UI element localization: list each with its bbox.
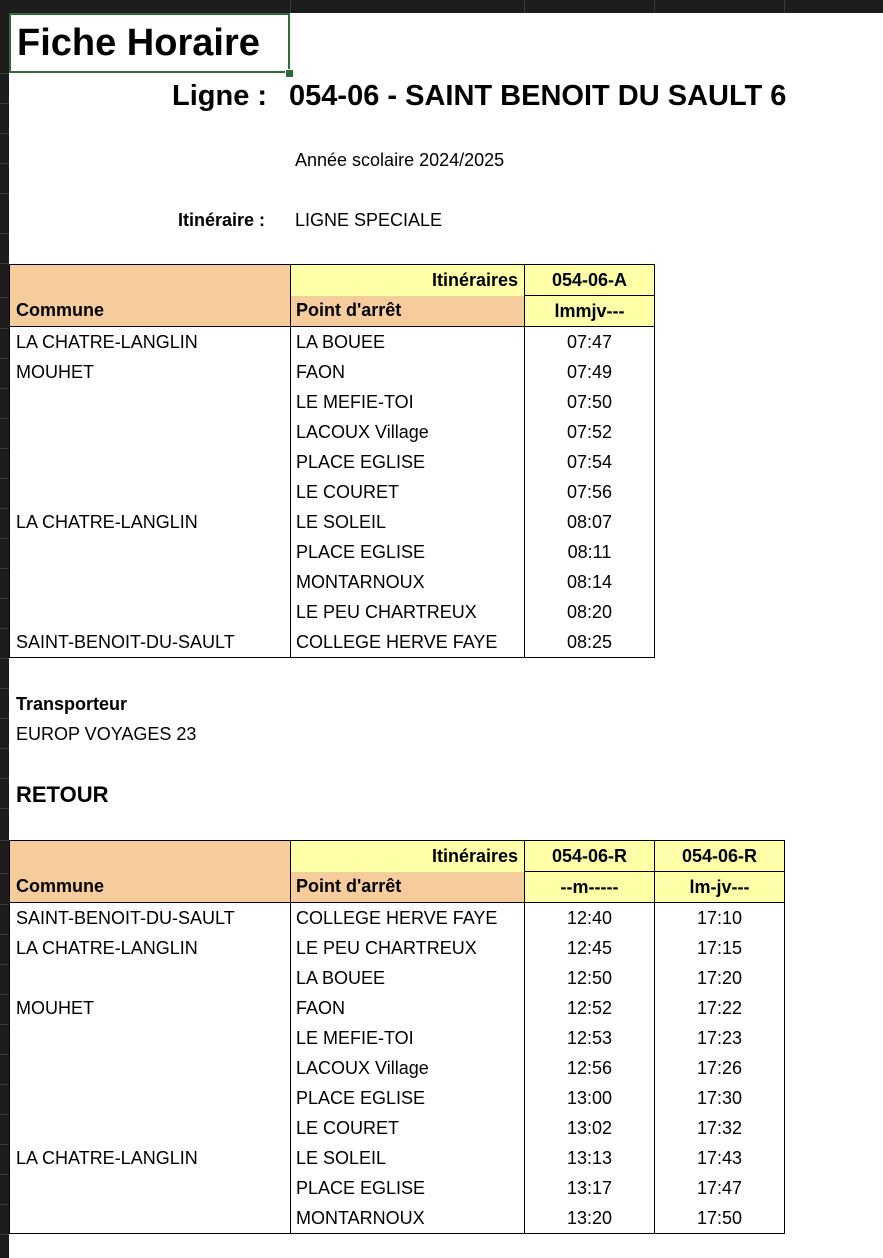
transporteur-label: Transporteur [16, 694, 128, 714]
time-cell[interactable]: 17:50 [655, 1203, 785, 1234]
commune-header: Commune [10, 296, 291, 327]
table-row [10, 417, 655, 447]
stop-cell[interactable]: LE COURET [291, 477, 525, 507]
stop-cell[interactable]: PLACE EGLISE [291, 1083, 525, 1113]
row-separator[interactable] [0, 873, 9, 874]
retour-heading: RETOUR [16, 782, 109, 807]
day-pattern: lmmjv--- [525, 296, 655, 327]
row-separator[interactable] [0, 904, 9, 905]
fill-handle[interactable] [285, 69, 294, 78]
table-row [10, 1083, 785, 1113]
time-cell[interactable]: 17:26 [655, 1053, 785, 1083]
table-row [10, 933, 785, 963]
time-cell[interactable]: 07:47 [525, 327, 655, 358]
header-blank-cell [10, 265, 291, 296]
row-separator[interactable] [0, 1234, 9, 1235]
row-separator[interactable] [0, 388, 9, 389]
time-cell[interactable]: 12:50 [525, 963, 655, 993]
table-row [10, 447, 655, 477]
stop-cell[interactable]: LACOUX Village [291, 417, 525, 447]
time-cell[interactable]: 17:22 [655, 993, 785, 1023]
time-cell[interactable]: 17:32 [655, 1113, 785, 1143]
stop-cell[interactable]: LE PEU CHARTREUX [291, 597, 525, 627]
school-year: Année scolaire 2024/2025 [295, 150, 505, 170]
commune-cell[interactable] [10, 417, 291, 447]
row-separator[interactable] [0, 718, 9, 719]
header-row [10, 841, 785, 872]
stop-cell[interactable]: LE MEFIE-TOI [291, 1023, 525, 1053]
time-cell[interactable]: 17:10 [655, 903, 785, 934]
table-row [10, 537, 655, 567]
time-cell[interactable]: 12:40 [525, 903, 655, 934]
time-cell[interactable]: 07:52 [525, 417, 655, 447]
row-separator[interactable] [0, 418, 9, 419]
time-cell[interactable]: 13:17 [525, 1173, 655, 1203]
row-separator[interactable] [0, 628, 9, 629]
table-row [10, 903, 785, 934]
table-row [10, 1053, 785, 1083]
row-separator[interactable] [0, 263, 9, 264]
itineraires-label: Itinéraires [291, 265, 525, 296]
table-row [10, 1143, 785, 1173]
time-cell[interactable]: 17:15 [655, 933, 785, 963]
commune-cell[interactable]: LA CHATRE-LANGLIN [10, 327, 291, 358]
commune-cell[interactable]: SAINT-BENOIT-DU-SAULT [10, 627, 291, 658]
row-separator[interactable] [0, 658, 9, 659]
aller-schedule-table [9, 264, 655, 658]
row-separator[interactable] [0, 73, 9, 74]
row-separator[interactable] [0, 598, 9, 599]
row-separator[interactable] [0, 994, 9, 995]
table-row [10, 993, 785, 1023]
time-cell[interactable]: 12:53 [525, 1023, 655, 1053]
commune-cell[interactable] [10, 1203, 291, 1234]
row-separator[interactable] [0, 1114, 9, 1115]
stop-cell[interactable]: LE SOLEIL [291, 507, 525, 537]
header-row [10, 265, 655, 296]
time-cell[interactable]: 12:45 [525, 933, 655, 963]
line-value: 054-06 - SAINT BENOIT DU SAULT 6 [289, 80, 787, 112]
commune-cell[interactable] [10, 537, 291, 567]
stop-cell[interactable]: PLACE EGLISE [291, 1173, 525, 1203]
stop-cell[interactable]: PLACE EGLISE [291, 537, 525, 567]
commune-cell[interactable] [10, 1083, 291, 1113]
time-cell[interactable]: 17:20 [655, 963, 785, 993]
itinerary-label: Itinéraire : [178, 210, 266, 230]
stop-cell[interactable]: MONTARNOUX [291, 1203, 525, 1234]
time-cell[interactable]: 07:54 [525, 447, 655, 477]
time-cell[interactable]: 08:14 [525, 567, 655, 597]
time-cell[interactable]: 07:50 [525, 387, 655, 417]
row-separator[interactable] [0, 568, 9, 569]
time-cell[interactable]: 17:47 [655, 1173, 785, 1203]
row-separator[interactable] [0, 778, 9, 779]
time-cell[interactable]: 13:20 [525, 1203, 655, 1234]
row-separator[interactable] [0, 233, 9, 234]
itinerary-value: LIGNE SPECIALE [295, 210, 443, 230]
header-blank-cell [10, 841, 291, 872]
route-code: 054-06-A [525, 265, 655, 296]
time-cell[interactable]: 12:56 [525, 1053, 655, 1083]
table-row [10, 357, 655, 387]
stop-cell[interactable]: LE MEFIE-TOI [291, 387, 525, 417]
table-row [10, 627, 655, 658]
time-cell[interactable]: 08:20 [525, 597, 655, 627]
time-cell[interactable]: 07:49 [525, 357, 655, 387]
column-separator[interactable] [524, 0, 525, 13]
transporteur-value: EUROP VOYAGES 23 [16, 724, 197, 744]
row-header-bar [0, 0, 9, 1258]
time-cell[interactable]: 08:25 [525, 627, 655, 658]
row-separator[interactable] [0, 1054, 9, 1055]
stop-header: Point d'arrêt [291, 296, 525, 327]
row-separator[interactable] [0, 840, 9, 841]
line-heading [172, 80, 786, 113]
row-separator[interactable] [0, 478, 9, 479]
time-cell[interactable]: 13:02 [525, 1113, 655, 1143]
column-separator[interactable] [784, 0, 785, 13]
commune-cell[interactable]: LA CHATRE-LANGLIN [10, 1143, 291, 1173]
commune-cell[interactable] [10, 1053, 291, 1083]
stop-cell[interactable]: MONTARNOUX [291, 567, 525, 597]
commune-cell[interactable] [10, 447, 291, 477]
row-separator[interactable] [0, 688, 9, 689]
commune-cell[interactable] [10, 567, 291, 597]
row-separator[interactable] [0, 1144, 9, 1145]
stop-cell[interactable]: FAON [291, 357, 525, 387]
table-row [10, 963, 785, 993]
stop-cell[interactable]: LA BOUEE [291, 327, 525, 358]
commune-cell[interactable]: LA CHATRE-LANGLIN [10, 507, 291, 537]
stop-header: Point d'arrêt [291, 872, 525, 903]
commune-cell[interactable]: LA CHATRE-LANGLIN [10, 933, 291, 963]
table-row [10, 507, 655, 537]
header-row [10, 296, 655, 327]
row-separator[interactable] [0, 448, 9, 449]
time-cell[interactable]: 08:07 [525, 507, 655, 537]
stop-cell[interactable]: LE COURET [291, 1113, 525, 1143]
row-separator[interactable] [0, 1024, 9, 1025]
commune-cell[interactable]: MOUHET [10, 357, 291, 387]
row-separator[interactable] [0, 297, 9, 298]
column-separator[interactable] [290, 0, 291, 13]
commune-cell[interactable] [10, 387, 291, 417]
row-separator[interactable] [0, 1174, 9, 1175]
commune-cell[interactable] [10, 1173, 291, 1203]
commune-cell[interactable] [10, 963, 291, 993]
table-row [10, 387, 655, 417]
table-row [10, 1113, 785, 1143]
commune-cell[interactable] [10, 477, 291, 507]
time-cell[interactable]: 08:11 [525, 537, 655, 567]
commune-cell[interactable] [10, 1113, 291, 1143]
row-separator[interactable] [0, 1204, 9, 1205]
header-row [10, 872, 785, 903]
time-cell[interactable]: 17:30 [655, 1083, 785, 1113]
row-separator[interactable] [0, 934, 9, 935]
row-separator[interactable] [0, 103, 9, 104]
time-cell[interactable]: 07:56 [525, 477, 655, 507]
row-separator[interactable] [0, 358, 9, 359]
stop-cell[interactable]: COLLEGE HERVE FAYE [291, 903, 525, 934]
row-separator[interactable] [0, 328, 9, 329]
row-separator[interactable] [0, 1084, 9, 1085]
day-pattern: --m----- [525, 872, 655, 903]
commune-cell[interactable] [10, 1023, 291, 1053]
stop-cell[interactable]: LA BOUEE [291, 963, 525, 993]
table-row [10, 477, 655, 507]
table-row [10, 1023, 785, 1053]
row-separator[interactable] [0, 748, 9, 749]
time-cell[interactable]: 13:13 [525, 1143, 655, 1173]
time-cell[interactable]: 17:43 [655, 1143, 785, 1173]
page-title: Fiche Horaire [17, 22, 260, 64]
time-cell[interactable]: 12:52 [525, 993, 655, 1023]
line-label: Ligne : [172, 80, 268, 112]
table-row [10, 567, 655, 597]
row-separator[interactable] [0, 538, 9, 539]
commune-header: Commune [10, 872, 291, 903]
stop-cell[interactable]: COLLEGE HERVE FAYE [291, 627, 525, 658]
stop-cell[interactable]: LACOUX Village [291, 1053, 525, 1083]
stop-cell[interactable]: PLACE EGLISE [291, 447, 525, 477]
row-separator[interactable] [0, 163, 9, 164]
stop-cell[interactable]: LE SOLEIL [291, 1143, 525, 1173]
time-cell[interactable]: 17:23 [655, 1023, 785, 1053]
itineraires-label: Itinéraires [291, 841, 525, 872]
row-separator[interactable] [0, 133, 9, 134]
column-header-bar [0, 0, 883, 13]
table-row [10, 597, 655, 627]
route-code: 054-06-R [655, 841, 785, 872]
row-separator[interactable] [0, 964, 9, 965]
stop-cell[interactable]: FAON [291, 993, 525, 1023]
time-cell[interactable]: 13:00 [525, 1083, 655, 1113]
table-row [10, 327, 655, 358]
row-separator[interactable] [0, 808, 9, 809]
day-pattern: lm-jv--- [655, 872, 785, 903]
commune-cell[interactable]: MOUHET [10, 993, 291, 1023]
table-row [10, 1173, 785, 1203]
stop-cell[interactable]: LE PEU CHARTREUX [291, 933, 525, 963]
row-separator[interactable] [0, 508, 9, 509]
commune-cell[interactable]: SAINT-BENOIT-DU-SAULT [10, 903, 291, 934]
route-code: 054-06-R [525, 841, 655, 872]
commune-cell[interactable] [10, 597, 291, 627]
retour-schedule-table [9, 840, 785, 1234]
column-separator[interactable] [654, 0, 655, 13]
table-row [10, 1203, 785, 1234]
row-separator[interactable] [0, 193, 9, 194]
